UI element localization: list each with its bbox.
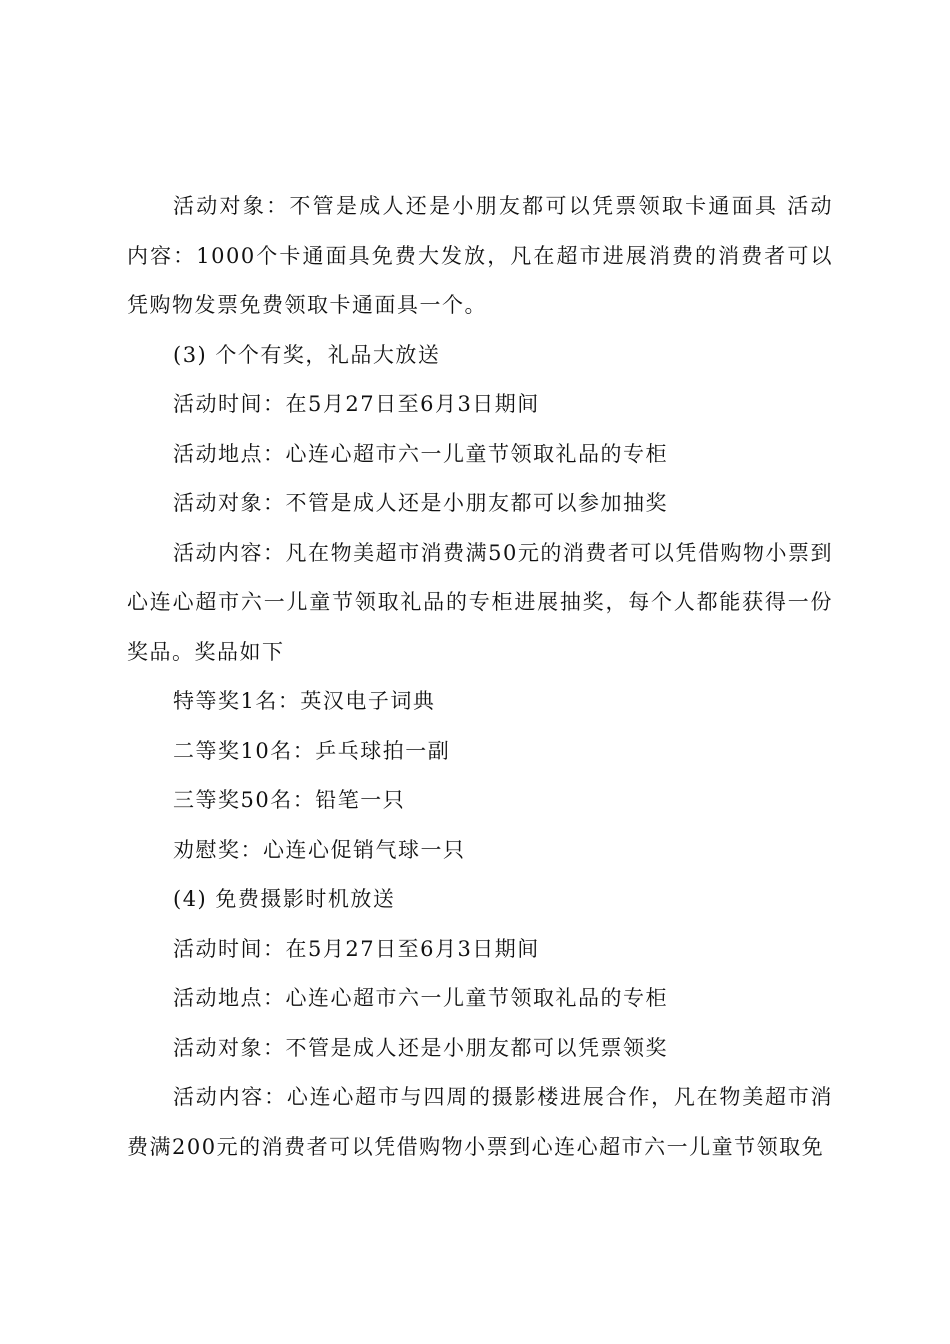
document-body [127, 182, 833, 1172]
section-heading-free-photo: (4) 免费摄影时机放送 [173, 887, 396, 911]
prize-item-special: 特等奖1名：英汉电子词典 [173, 689, 436, 713]
prize-item-third: 三等奖50名：铅笔一只 [173, 788, 406, 812]
paragraph-photo-activity-content: 活动内容：心连心超市与四周的摄影楼进展合作，凡在物美超市消费满200元的消费者可以凭借购物小票到心连心超市六一儿童节领取免 [127, 1085, 833, 1159]
prize-item-second: 二等奖10名：乒乓球拍一副 [173, 738, 451, 763]
paragraph-photo-activity-time: 活动时间：在5月27日至6月3日期间 [173, 936, 540, 961]
paragraph-activity-target: 活动对象：不管是成人还是小朋友都可以参加抽奖 [173, 491, 668, 515]
prize-item-consolation: 劝慰奖：心连心促销气球一只 [173, 837, 466, 862]
paragraph-mask-activity-content: 活动对象：不管是成人还是小朋友都可以凭票领取卡通面具 活动内容：1000个卡通面具免费大发放，凡在超市进展消费的消费者可以凭购物发票免费领取卡通面具一个。 [127, 194, 833, 317]
paragraph-activity-time: 活动时间：在5月27日至6月3日期间 [173, 392, 540, 416]
paragraph-activity-content: 活动内容：凡在物美超市消费满50元的消费者可以凭借购物小票到心连心超市六一儿童节领取礼品的专柜进展抽奖，每个人都能获得一份奖品。奖品如下 [127, 540, 833, 664]
paragraph-photo-activity-location: 活动地点：心连心超市六一儿童节领取礼品的专柜 [173, 986, 668, 1010]
paragraph-activity-location: 活动地点：心连心超市六一儿童节领取礼品的专柜 [173, 441, 668, 466]
paragraph-photo-activity-target: 活动对象：不管是成人还是小朋友都可以凭票领奖 [173, 1035, 668, 1060]
section-heading-prize-giveaway: (3) 个个有奖，礼品大放送 [173, 342, 441, 367]
